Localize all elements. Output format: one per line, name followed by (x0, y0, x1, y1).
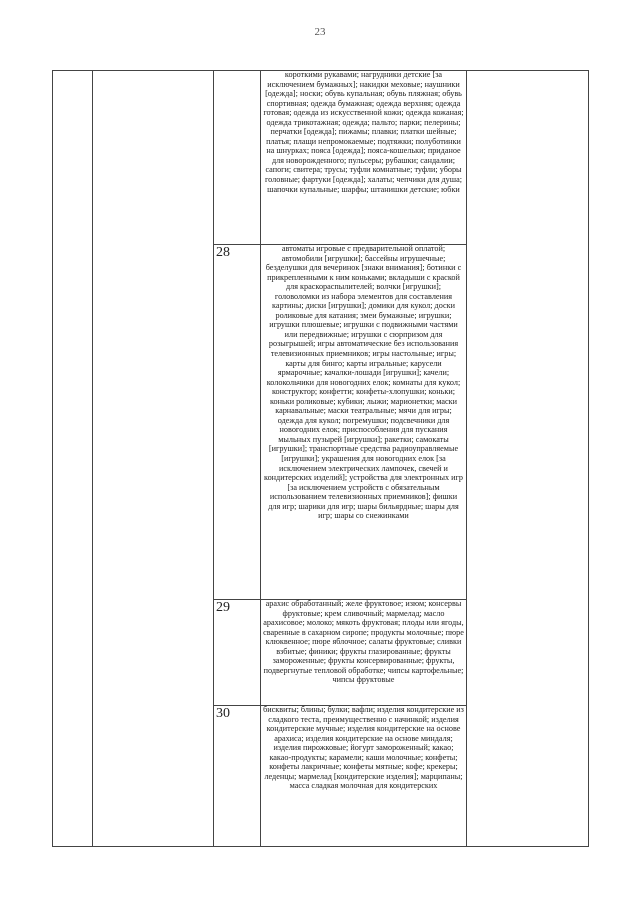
class-number: 29 (213, 599, 261, 705)
column-divider (466, 70, 467, 847)
column-divider (92, 70, 93, 847)
class-number: 28 (213, 244, 261, 599)
table-row (213, 70, 466, 244)
goods-list: автоматы игровые с предварительной оплатой; автомобили [игрушки]; бассейны игрушечные; безделушки для вечеринок [знаки внимания]; ботинки с прикрепленными к ним коньками; вкладыши с краской для краскораспылителей; волчки [игрушки]; головоломки из набора элементов для составления картины; диски [игрушки]; домики для кукол; доски роликовые для катания; змеи бумажные; игрушки; игрушки плюшевые; игрушки с подвижными частями или передвижные; игрушки с сюрпризом для розыгрышей; игры автоматические без использования телевизионных приемников; игры настольные; игры; карты для бинго; карты игральные; карусели ярмарочные; качалки-лошади [игрушки]; качели; колокольчики для новогодних елок; комнаты для кукол; конструктор; конфетти; конфеты-хлопушки; коньки; коньки роликовые; кубики; лыжи; марионетки; маски карнавальные; маски театральные; мячи для игры; одежда для кукол; погремушки; подсвечники для новогодних елок; приспособления для пускания мыльных пузырей [игрушки]; ракетки; самокаты [игрушки]; транспортные средства радиоуправляемые [игрушки]; украшения для новогодних елок [за исключением электрических лампочек, свечей и кондитерских изделий]; устройства для электронных игр [за исключением устройств с обязательным использованием телевизионных приемников]; фишки для игр; шарики для игр; шары бильярдные; шары для игр; шары со снежинками (264, 244, 463, 521)
class-number: 30 (213, 705, 261, 847)
table-row (213, 244, 466, 599)
page-number: 23 (314, 26, 326, 38)
class-number (213, 70, 261, 244)
table-row (213, 599, 466, 705)
goods-list: короткими рукавами; нагрудники детские [за исключением бумажных]; накидки меховые; наушники [одежда]; носки; обувь купальная; обувь пляжная; обувь спортивная; одежда бумажная; одежда верхняя; одежда готовая; одежда из искусственной кожи; одежда кожаная; одежда трикотажная; одежда; пальто; парки; пелерины; перчатки [одежда]; пижамы; плавки; платки шейные; платья; плащи непромокаемые; подтяжки; полуботинки на шнурках; пояса [одежда]; пояса-кошельки; приданое для новорожденного; пульсеры; рубашки; сандалии; сапоги; свитера; трусы; туфли комнатные; туфли; уборы головные; фартуки [одежда]; халаты; чепчики для душа; шапочки купальные; шарфы; штанишки детские; юбки (263, 70, 464, 194)
goods-list: бисквиты; блины; булки; вафли; изделия кондитерские из сладкого теста, преимущественно с начинкой; изделия кондитерские мучные; изделия кондитерские на основе арахиса; изделия кондитерские на основе миндаля; изделия пирожковые; йогурт замороженный; какао; какао-продукты; карамели; каши молочные; конфеты; конфеты лакричные; конфеты мятные; кофе; крекеры; леденцы; мармелад [кондитерские изделия]; марципаны; масса сладкая молочная для кондитерских (263, 705, 464, 791)
goods-list: арахис обработанный; желе фруктовое; изюм; консервы фруктовые; крем сливочный; мармелад; масло арахисовое; молоко; мякоть фруктовая; плоды или ягоды, сваренные в сахарном сиропе; продукты молочные; пюре клюквенное; пюре яблочное; салаты фруктовые; сливки взбитые; финики; фрукты глазированные; фрукты замороженные; фрукты консервированные; фрукты, подвергнутые тепловой обработке; чипсы картофельные; чипсы фруктовые (263, 599, 464, 685)
table-row (213, 705, 466, 847)
